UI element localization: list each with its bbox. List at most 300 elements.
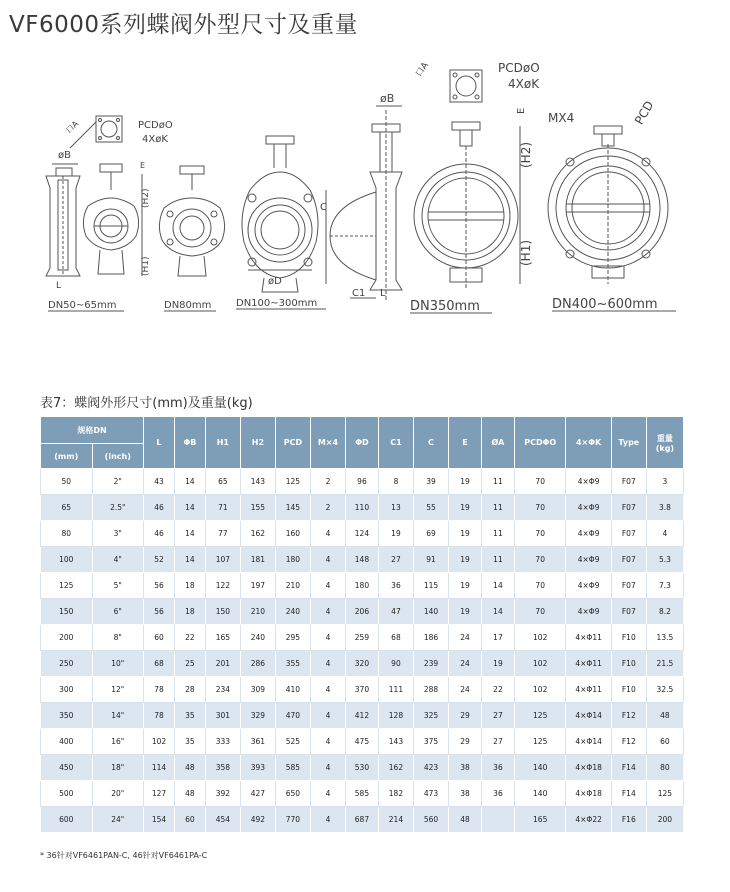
table-cell: 525 (275, 729, 310, 755)
table-cell: 4×Φ9 (566, 599, 611, 625)
table-cell: 8 (378, 469, 413, 495)
table-cell: 24" (92, 807, 144, 833)
table-row (41, 755, 684, 781)
table-cell: 28 (174, 677, 205, 703)
table-cell: 18" (92, 755, 144, 781)
table-cell: 350 (41, 703, 93, 729)
table-cell: 70 (514, 521, 566, 547)
table-row (41, 677, 684, 703)
table-cell: 102 (514, 651, 566, 677)
table-cell: 60 (646, 729, 683, 755)
table-cell: 4 (310, 573, 345, 599)
header-pcd-o: PCDΦO (514, 417, 566, 469)
table-cell: 36 (378, 573, 413, 599)
table-cell: 48 (174, 781, 205, 807)
table-cell: 115 (413, 573, 448, 599)
table-row (41, 547, 684, 573)
header-mm: (mm) (41, 444, 93, 469)
table-cell: 4 (646, 521, 683, 547)
table-cell: 4×Φ9 (566, 521, 611, 547)
label-mx4-6: MX4 (548, 111, 575, 125)
label-pcd-o-5: PCDøO (498, 61, 540, 75)
table-cell: 585 (345, 781, 378, 807)
label-phi-b-1: øB (58, 150, 71, 161)
table-cell: 14 (174, 521, 205, 547)
table-cell: 500 (41, 781, 93, 807)
label-e-1: E (140, 161, 146, 170)
table-cell: 17 (481, 625, 514, 651)
table-cell: 4 (310, 521, 345, 547)
table-cell: 21.5 (646, 651, 683, 677)
valve-dimension-drawings (0, 40, 730, 330)
table-row (41, 781, 684, 807)
label-pcd-o-1: PCDøO (138, 120, 173, 131)
table-cell: 80 (646, 755, 683, 781)
label-sq-a-5: 口A (414, 60, 431, 79)
label-bolt-k-1: 4XøK (142, 134, 168, 145)
table-cell: 38 (449, 755, 482, 781)
table-cell: 239 (413, 651, 448, 677)
table-cell: 214 (378, 807, 413, 833)
size-dn50-65: DN50~65mm (48, 300, 117, 311)
table-cell: 309 (240, 677, 275, 703)
table-cell: 48 (449, 807, 482, 833)
table-cell: 128 (378, 703, 413, 729)
label-phi-b-4: øB (380, 92, 395, 105)
table-cell: 8.2 (646, 599, 683, 625)
label-h1-5: (H1) (519, 239, 533, 266)
table-cell: 201 (205, 651, 240, 677)
table-cell: 4 (310, 547, 345, 573)
table-cell: 19 (481, 651, 514, 677)
header-h2: H2 (240, 417, 275, 469)
table-cell: 4 (310, 755, 345, 781)
table-cell: F07 (611, 599, 646, 625)
table-cell: 22 (174, 625, 205, 651)
table-cell: 182 (378, 781, 413, 807)
table-cell: 3 (646, 469, 683, 495)
label-h1-1: (H1) (141, 256, 151, 276)
table-cell: 410 (275, 677, 310, 703)
table-cell: 5.3 (646, 547, 683, 573)
table-cell: 140 (514, 755, 566, 781)
table-cell: 19 (449, 469, 482, 495)
table-cell: 530 (345, 755, 378, 781)
table-cell: 770 (275, 807, 310, 833)
table-cell: 423 (413, 755, 448, 781)
table-cell: 200 (646, 807, 683, 833)
table-cell: 50 (41, 469, 93, 495)
table-cell: 4 (310, 703, 345, 729)
table-cell: F10 (611, 651, 646, 677)
header-pcd: PCD (275, 417, 310, 469)
drawing-dn80 (159, 166, 224, 311)
table-cell: 47 (378, 599, 413, 625)
table-cell: 56 (144, 573, 175, 599)
table-cell: 259 (345, 625, 378, 651)
header-weight-unit: (kg) (655, 443, 675, 453)
header-e: E (449, 417, 482, 469)
table-cell: 4 (310, 729, 345, 755)
table-cell: 4 (310, 677, 345, 703)
table-cell: 24 (449, 651, 482, 677)
table-cell: 20" (92, 781, 144, 807)
table-cell: 329 (240, 703, 275, 729)
table-cell: 24 (449, 677, 482, 703)
label-l-1: L (56, 281, 62, 291)
table-cell: 11 (481, 521, 514, 547)
table-cell: 154 (144, 807, 175, 833)
table-cell: 38 (449, 781, 482, 807)
table-cell: 165 (514, 807, 566, 833)
table-cell: 70 (514, 573, 566, 599)
dimension-weight-table (40, 416, 684, 833)
table-cell: F12 (611, 703, 646, 729)
table-cell: 210 (240, 599, 275, 625)
table-cell: 14 (481, 599, 514, 625)
table-cell: 295 (275, 625, 310, 651)
table-cell: 68 (144, 651, 175, 677)
table-cell: 4 (310, 781, 345, 807)
table-cell: 18 (174, 599, 205, 625)
table-cell: 2" (92, 469, 144, 495)
table-cell: 470 (275, 703, 310, 729)
drawing-dn50-65 (46, 116, 173, 311)
table-row (41, 651, 684, 677)
table-cell: F14 (611, 781, 646, 807)
label-pcd-6: PCD (631, 98, 657, 127)
table-cell: 80 (41, 521, 93, 547)
table-cell: 160 (275, 521, 310, 547)
table-row (41, 573, 684, 599)
table-cell: 3.8 (646, 495, 683, 521)
table-cell: 600 (41, 807, 93, 833)
table-cell: 4×Φ18 (566, 755, 611, 781)
size-dn350: DN350mm (410, 299, 480, 314)
table-row (41, 469, 684, 495)
table-cell: 4×Φ11 (566, 625, 611, 651)
table-cell: 560 (413, 807, 448, 833)
table-cell: 24 (449, 625, 482, 651)
table-cell: 8" (92, 625, 144, 651)
table-cell: 492 (240, 807, 275, 833)
table-cell: 286 (240, 651, 275, 677)
table-cell: 355 (275, 651, 310, 677)
header-phi-a: ØA (481, 417, 514, 469)
table-cell: 4×Φ18 (566, 781, 611, 807)
table-cell: 55 (413, 495, 448, 521)
table-cell: 13 (378, 495, 413, 521)
label-bolt-k-5: 4XøK (508, 77, 540, 91)
header-h1: H1 (205, 417, 240, 469)
table-cell: 2 (310, 495, 345, 521)
drawing-dn350 (410, 60, 540, 314)
table-cell: 90 (378, 651, 413, 677)
table-cell: 125 (514, 729, 566, 755)
table-cell: 392 (205, 781, 240, 807)
table-cell: 12" (92, 677, 144, 703)
table-cell: 70 (514, 547, 566, 573)
label-e-5: E (516, 107, 527, 114)
table-cell: 70 (514, 495, 566, 521)
table-cell: 165 (205, 625, 240, 651)
table-cell: 125 (41, 573, 93, 599)
table-cell: 102 (144, 729, 175, 755)
table-row (41, 599, 684, 625)
table-cell: 78 (144, 703, 175, 729)
table-row (41, 703, 684, 729)
table-cell: 19 (449, 573, 482, 599)
header-c1: C1 (378, 417, 413, 469)
table-cell: 325 (413, 703, 448, 729)
table-row (41, 625, 684, 651)
table-cell: 288 (413, 677, 448, 703)
table-cell: 60 (174, 807, 205, 833)
table-cell: 370 (345, 677, 378, 703)
table-cell: 3" (92, 521, 144, 547)
table-cell: 13.5 (646, 625, 683, 651)
table-cell: 4×Φ9 (566, 573, 611, 599)
table-cell: 585 (275, 755, 310, 781)
table-cell: 358 (205, 755, 240, 781)
size-dn80: DN80mm (164, 300, 212, 311)
table-cell: 69 (413, 521, 448, 547)
table-cell: 4×Φ9 (566, 547, 611, 573)
table-cell: 143 (378, 729, 413, 755)
table-cell: 180 (345, 573, 378, 599)
header-l: L (144, 417, 175, 469)
table-cell: 240 (275, 599, 310, 625)
size-dn400-600: DN400~600mm (552, 297, 658, 312)
table-cell: 2 (310, 469, 345, 495)
table-cell: 210 (275, 573, 310, 599)
label-h2-1: (H2) (141, 188, 151, 208)
table-cell: 19 (378, 521, 413, 547)
table-cell: 52 (144, 547, 175, 573)
table-cell: 71 (205, 495, 240, 521)
table-cell: 19 (449, 599, 482, 625)
table-cell: 35 (174, 729, 205, 755)
label-h2-5: (H2) (519, 141, 533, 168)
table-cell: 125 (275, 469, 310, 495)
table-cell: 27 (481, 729, 514, 755)
table-cell: 4" (92, 547, 144, 573)
table-cell: 11 (481, 469, 514, 495)
table-cell: 186 (413, 625, 448, 651)
table-cell: 36 (481, 755, 514, 781)
table-cell: 6" (92, 599, 144, 625)
label-c1-4: C1 (352, 288, 366, 299)
table-cell: 29 (449, 729, 482, 755)
table-cell: 4 (310, 599, 345, 625)
drawing-side-section (320, 92, 402, 300)
table-cell: 77 (205, 521, 240, 547)
table-cell: 102 (514, 677, 566, 703)
table-cell: 4 (310, 651, 345, 677)
table-cell: 200 (41, 625, 93, 651)
table-cell: 107 (205, 547, 240, 573)
table-cell: 14 (174, 547, 205, 573)
label-l-4: L (380, 288, 386, 299)
table-row (41, 495, 684, 521)
table-cell: 375 (413, 729, 448, 755)
table-cell: 475 (345, 729, 378, 755)
table-cell: 155 (240, 495, 275, 521)
table-cell: 400 (41, 729, 93, 755)
table-cell: 4×Φ11 (566, 651, 611, 677)
table-cell: F12 (611, 729, 646, 755)
table-cell: 65 (41, 495, 93, 521)
table-cell: 162 (240, 521, 275, 547)
table-cell: 14 (174, 495, 205, 521)
header-mx4: M×4 (310, 417, 345, 469)
header-weight-label: 重量 (656, 433, 673, 443)
header-spec-group: 规格DN (41, 417, 144, 444)
table-cell: 35 (174, 703, 205, 729)
table-cell: 27 (481, 703, 514, 729)
table-cell: F07 (611, 521, 646, 547)
table-cell: 110 (345, 495, 378, 521)
table-cell: 39 (413, 469, 448, 495)
table-cell: F07 (611, 547, 646, 573)
table-cell: 650 (275, 781, 310, 807)
table-cell: 65 (205, 469, 240, 495)
table-cell: 240 (240, 625, 275, 651)
header-c: C (413, 417, 448, 469)
table-cell: 127 (144, 781, 175, 807)
table-cell: 7.3 (646, 573, 683, 599)
table-cell: 427 (240, 781, 275, 807)
table-cell: 122 (205, 573, 240, 599)
table-cell: 14" (92, 703, 144, 729)
table-cell: 22 (481, 677, 514, 703)
size-dn100-300: DN100~300mm (236, 298, 318, 309)
table-cell (481, 807, 514, 833)
table-cell: 11 (481, 547, 514, 573)
table-cell: 25 (174, 651, 205, 677)
table-cell: 60 (144, 625, 175, 651)
label-c-4: C (320, 202, 327, 213)
header-weight (646, 417, 683, 469)
table-cell: 4 (310, 625, 345, 651)
table-cell: 320 (345, 651, 378, 677)
table-body (41, 469, 684, 833)
table-cell: 143 (240, 469, 275, 495)
table-cell: 148 (345, 547, 378, 573)
table-cell: 162 (378, 755, 413, 781)
table-cell: 29 (449, 703, 482, 729)
table-cell: 96 (345, 469, 378, 495)
table-cell: 68 (378, 625, 413, 651)
table-cell: 250 (41, 651, 93, 677)
table-cell: 78 (144, 677, 175, 703)
table-cell: 150 (205, 599, 240, 625)
table-cell: 145 (275, 495, 310, 521)
table-cell: F07 (611, 495, 646, 521)
header-phi-d: ΦD (345, 417, 378, 469)
table-cell: 70 (514, 469, 566, 495)
drawing-dn100-300 (236, 136, 326, 309)
label-phi-d-3: øD (268, 276, 282, 287)
table-cell: 180 (275, 547, 310, 573)
table-cell: 48 (174, 755, 205, 781)
table-cell: 125 (514, 703, 566, 729)
table-cell: 2.5" (92, 495, 144, 521)
table-cell: 19 (449, 495, 482, 521)
table-cell: 333 (205, 729, 240, 755)
table-cell: 46 (144, 495, 175, 521)
table-cell: 14 (174, 469, 205, 495)
table-cell: 36 (481, 781, 514, 807)
header-type: Type (611, 417, 646, 469)
table-cell: 19 (449, 547, 482, 573)
table-cell: 70 (514, 599, 566, 625)
table-cell: 4×Φ9 (566, 495, 611, 521)
table-cell: F07 (611, 469, 646, 495)
table-cell: 473 (413, 781, 448, 807)
table-cell: 91 (413, 547, 448, 573)
table-cell: 114 (144, 755, 175, 781)
table-cell: 32.5 (646, 677, 683, 703)
table-cell: 46 (144, 521, 175, 547)
footnote: * 36针对VF6461PAN-C, 46针对VF6461PA-C (40, 851, 208, 860)
table-cell: 300 (41, 677, 93, 703)
table-cell: 4×Φ11 (566, 677, 611, 703)
table-cell: 27 (378, 547, 413, 573)
table-cell: 687 (345, 807, 378, 833)
table-cell: 16" (92, 729, 144, 755)
table-cell: 100 (41, 547, 93, 573)
table-cell: 234 (205, 677, 240, 703)
table-cell: 393 (240, 755, 275, 781)
header-inch: (inch) (92, 444, 144, 469)
table-cell: 140 (413, 599, 448, 625)
table-row (41, 807, 684, 833)
table-cell: 102 (514, 625, 566, 651)
table-cell: 18 (174, 573, 205, 599)
table-cell: 11 (481, 495, 514, 521)
label-sq-a-1: 口A (64, 119, 81, 136)
table-cell: 125 (646, 781, 683, 807)
table-cell: 48 (646, 703, 683, 729)
table-cell: 181 (240, 547, 275, 573)
table-cell: F14 (611, 755, 646, 781)
header-phi-b: ΦB (174, 417, 205, 469)
table-cell: 454 (205, 807, 240, 833)
table-cell: F10 (611, 625, 646, 651)
table-row (41, 521, 684, 547)
table-cell: 412 (345, 703, 378, 729)
table-cell: F10 (611, 677, 646, 703)
table-cell: 150 (41, 599, 93, 625)
table-cell: 19 (449, 521, 482, 547)
table-cell: 124 (345, 521, 378, 547)
table-cell: F16 (611, 807, 646, 833)
table-cell: 197 (240, 573, 275, 599)
table-cell: 10" (92, 651, 144, 677)
page-title: VF6000系列蝶阀外型尺寸及重量 (9, 12, 358, 38)
table-row (41, 729, 684, 755)
table-cell: 14 (481, 573, 514, 599)
table-caption: 表7：蝶阀外形尺寸(mm)及重量(kg) (40, 396, 253, 411)
table-cell: 4×Φ14 (566, 703, 611, 729)
table-cell: 5" (92, 573, 144, 599)
drawing-dn400-600 (548, 98, 676, 312)
table-cell: 4×Φ9 (566, 469, 611, 495)
table-cell: 450 (41, 755, 93, 781)
table-cell: 301 (205, 703, 240, 729)
table-cell: F07 (611, 573, 646, 599)
